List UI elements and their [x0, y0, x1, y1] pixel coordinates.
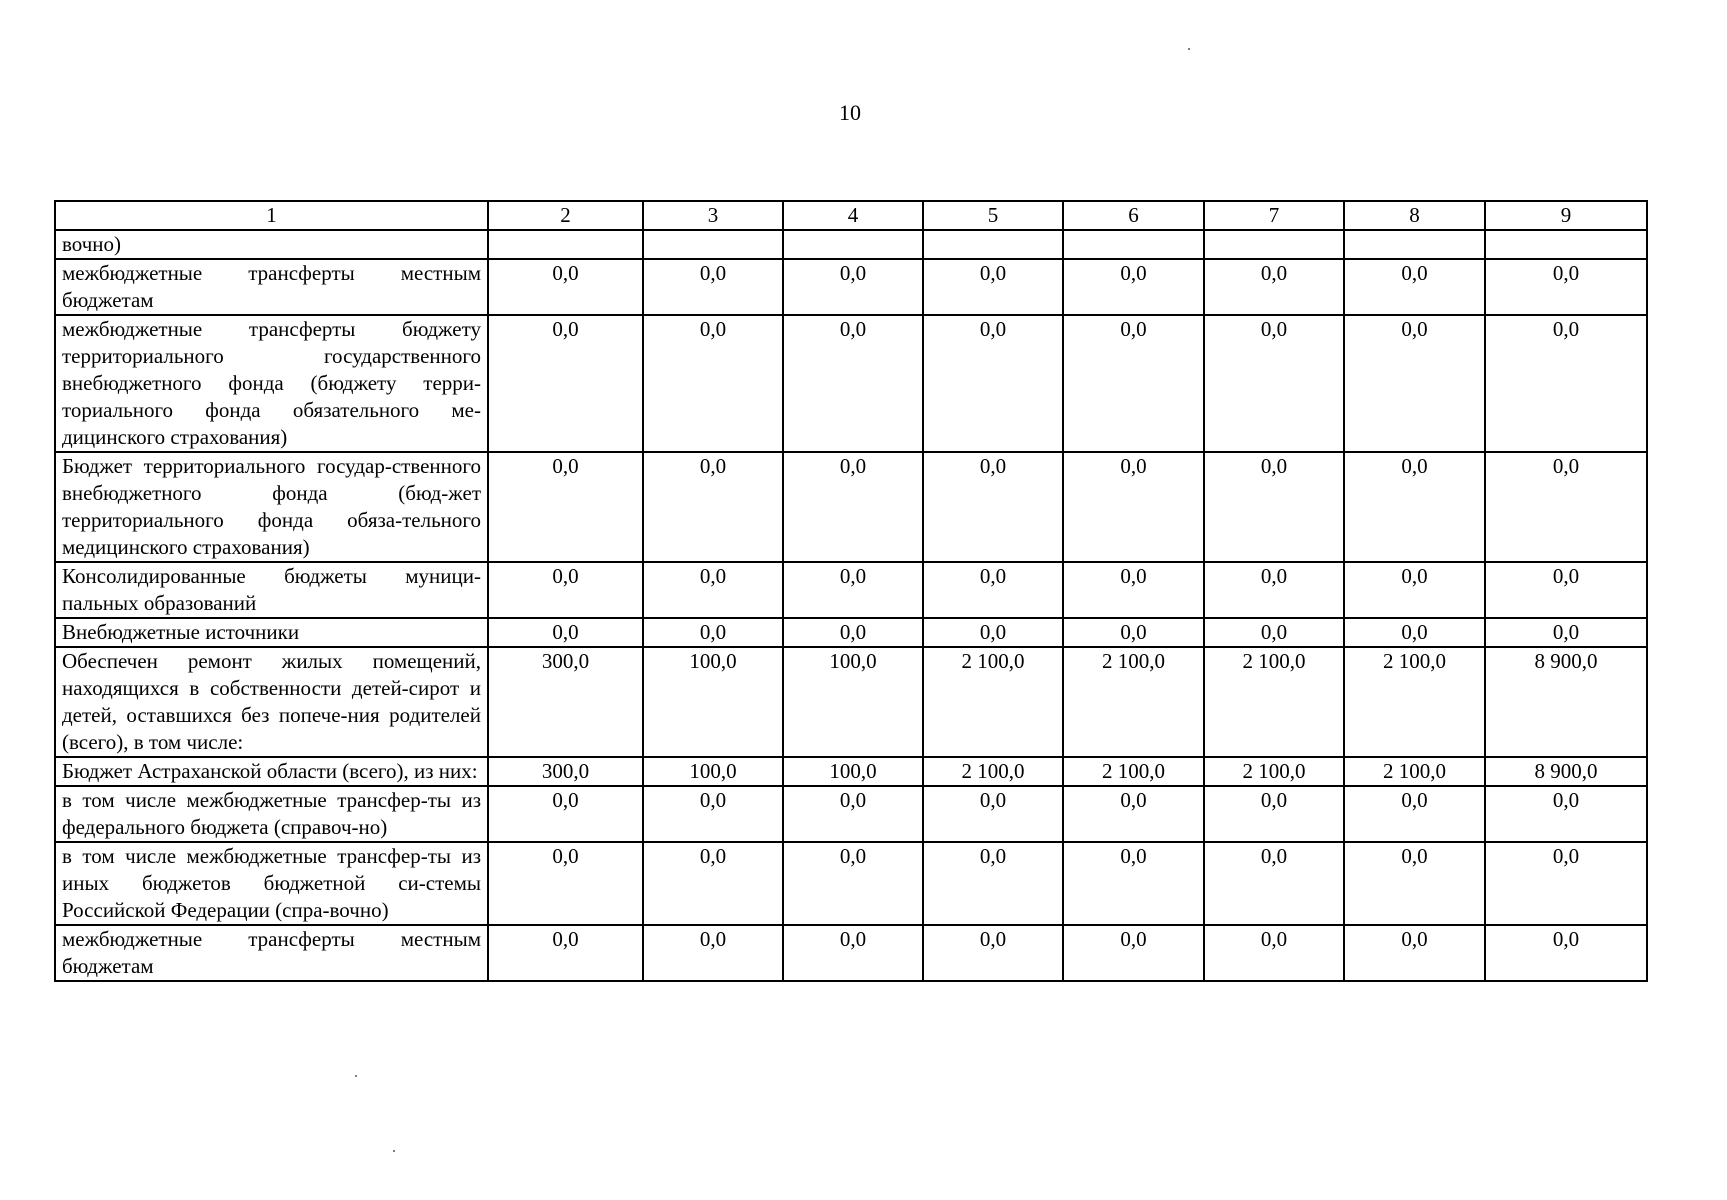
table-row	[55, 842, 1647, 925]
cell-value: 0,0	[1485, 452, 1647, 562]
row-label: Бюджет Астраханской области (всего), из них:	[55, 757, 488, 786]
cell-value: 2 100,0	[1063, 647, 1204, 757]
cell-value: 0,0	[783, 786, 923, 842]
cell-value: 0,0	[1204, 786, 1344, 842]
table-row	[55, 925, 1647, 981]
cell-value: 0,0	[643, 786, 783, 842]
row-label: Внебюджетные источники	[55, 618, 488, 647]
cell-value: 100,0	[783, 647, 923, 757]
cell-value: 8 900,0	[1485, 757, 1647, 786]
cell-value: 2 100,0	[923, 757, 1063, 786]
cell-value: 0,0	[643, 842, 783, 925]
table-row	[55, 647, 1647, 757]
column-header-5: 5	[923, 201, 1063, 230]
table-row	[55, 786, 1647, 842]
cell-value: 0,0	[488, 315, 643, 452]
cell-value: 2 100,0	[1063, 757, 1204, 786]
cell-value: 0,0	[643, 618, 783, 647]
cell-value: 0,0	[1063, 562, 1204, 618]
row-label: Обеспечен ремонт жилых помещений, находящихся в собственности детей-сирот и детей, оставшихся без попече-ния родителей (всего), в том числе:	[55, 647, 488, 757]
table-row	[55, 618, 1647, 647]
cell-value: 0,0	[1204, 562, 1344, 618]
cell-value: 0,0	[643, 562, 783, 618]
cell-value	[1063, 230, 1204, 259]
cell-value: 0,0	[1485, 315, 1647, 452]
cell-value: 100,0	[643, 757, 783, 786]
table-row	[55, 230, 1647, 259]
cell-value: 0,0	[783, 618, 923, 647]
cell-value: 0,0	[1485, 786, 1647, 842]
cell-value: 0,0	[1344, 786, 1485, 842]
cell-value	[923, 230, 1063, 259]
cell-value: 0,0	[1485, 259, 1647, 315]
cell-value: 0,0	[783, 315, 923, 452]
page-number: 10	[839, 100, 861, 125]
cell-value: 0,0	[923, 562, 1063, 618]
cell-value: 0,0	[923, 786, 1063, 842]
scan-speck	[393, 1150, 395, 1152]
cell-value: 0,0	[488, 259, 643, 315]
cell-value: 0,0	[1063, 452, 1204, 562]
cell-value: 0,0	[643, 452, 783, 562]
cell-value	[1344, 230, 1485, 259]
cell-value	[643, 230, 783, 259]
cell-value: 0,0	[783, 259, 923, 315]
cell-value: 0,0	[783, 925, 923, 981]
column-header-8: 8	[1344, 201, 1485, 230]
column-header-3: 3	[643, 201, 783, 230]
cell-value: 0,0	[488, 562, 643, 618]
cell-value: 0,0	[643, 925, 783, 981]
cell-value: 8 900,0	[1485, 647, 1647, 757]
column-header-2: 2	[488, 201, 643, 230]
cell-value	[1485, 230, 1647, 259]
cell-value: 0,0	[923, 259, 1063, 315]
column-header-7: 7	[1204, 201, 1344, 230]
cell-value: 2 100,0	[1344, 647, 1485, 757]
cell-value: 0,0	[1063, 786, 1204, 842]
table-row	[55, 452, 1647, 562]
cell-value: 300,0	[488, 647, 643, 757]
cell-value: 0,0	[1204, 452, 1344, 562]
cell-value: 0,0	[1344, 925, 1485, 981]
cell-value: 2 100,0	[1204, 647, 1344, 757]
cell-value: 0,0	[488, 925, 643, 981]
cell-value: 0,0	[1063, 925, 1204, 981]
cell-value: 100,0	[783, 757, 923, 786]
cell-value: 100,0	[643, 647, 783, 757]
cell-value: 2 100,0	[923, 647, 1063, 757]
column-header-1: 1	[55, 201, 488, 230]
cell-value: 0,0	[1344, 562, 1485, 618]
row-label: межбюджетные трансферты бюджету территориального государственного внебюджетного фонда (бюджету терри-ториального фонда обязательного ме-дицинского страхования)	[55, 315, 488, 452]
cell-value: 0,0	[1344, 315, 1485, 452]
cell-value: 0,0	[923, 618, 1063, 647]
cell-value: 0,0	[1204, 925, 1344, 981]
cell-value: 300,0	[488, 757, 643, 786]
cell-value: 0,0	[1485, 618, 1647, 647]
cell-value	[783, 230, 923, 259]
cell-value: 0,0	[488, 452, 643, 562]
table-row	[55, 757, 1647, 786]
cell-value: 0,0	[1063, 842, 1204, 925]
cell-value: 0,0	[643, 259, 783, 315]
cell-value: 0,0	[488, 842, 643, 925]
cell-value: 0,0	[1344, 259, 1485, 315]
cell-value: 2 100,0	[1344, 757, 1485, 786]
cell-value: 0,0	[923, 842, 1063, 925]
scan-speck	[1188, 48, 1190, 50]
row-label: межбюджетные трансферты местным бюджетам	[55, 925, 488, 981]
cell-value: 0,0	[783, 842, 923, 925]
budget-table	[54, 200, 1648, 982]
cell-value	[488, 230, 643, 259]
row-label: межбюджетные трансферты местным бюджетам	[55, 259, 488, 315]
cell-value: 0,0	[923, 452, 1063, 562]
row-label: в том числе межбюджетные трансфер-ты из федерального бюджета (справоч-но)	[55, 786, 488, 842]
table-row	[55, 259, 1647, 315]
cell-value: 0,0	[1063, 618, 1204, 647]
table-row	[55, 315, 1647, 452]
column-header-4: 4	[783, 201, 923, 230]
header-row	[55, 201, 1647, 230]
cell-value: 0,0	[1344, 842, 1485, 925]
row-label: вочно)	[55, 230, 488, 259]
table-body	[55, 230, 1647, 981]
cell-value: 0,0	[923, 315, 1063, 452]
cell-value: 0,0	[783, 562, 923, 618]
row-label: в том числе межбюджетные трансфер-ты из иных бюджетов бюджетной си-стемы Российской Федерации (спра-вочно)	[55, 842, 488, 925]
row-label: Бюджет территориального государ-ственного внебюджетного фонда (бюд-жет территориального фонда обяза-тельного медицинского страхования)	[55, 452, 488, 562]
cell-value: 0,0	[488, 618, 643, 647]
cell-value: 0,0	[1204, 259, 1344, 315]
cell-value: 0,0	[1204, 618, 1344, 647]
cell-value: 0,0	[1344, 618, 1485, 647]
scan-speck	[355, 1075, 357, 1077]
column-header-9: 9	[1485, 201, 1647, 230]
cell-value: 0,0	[488, 786, 643, 842]
table-row	[55, 562, 1647, 618]
cell-value: 0,0	[1485, 562, 1647, 618]
cell-value: 0,0	[643, 315, 783, 452]
cell-value: 0,0	[1204, 315, 1344, 452]
cell-value: 0,0	[1204, 842, 1344, 925]
cell-value: 0,0	[923, 925, 1063, 981]
cell-value: 0,0	[1063, 315, 1204, 452]
cell-value: 0,0	[1485, 925, 1647, 981]
column-header-6: 6	[1063, 201, 1204, 230]
cell-value: 0,0	[1063, 259, 1204, 315]
cell-value: 0,0	[783, 452, 923, 562]
cell-value: 2 100,0	[1204, 757, 1344, 786]
cell-value: 0,0	[1485, 842, 1647, 925]
row-label: Консолидированные бюджеты муници-пальных образований	[55, 562, 488, 618]
cell-value	[1204, 230, 1344, 259]
cell-value: 0,0	[1344, 452, 1485, 562]
